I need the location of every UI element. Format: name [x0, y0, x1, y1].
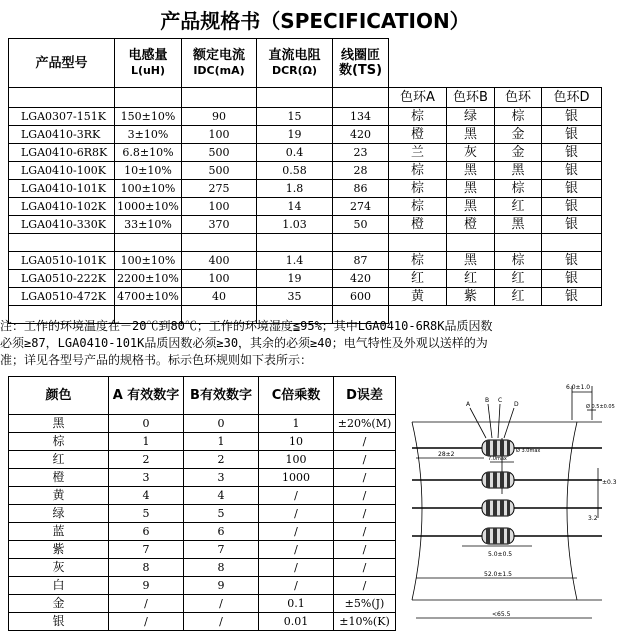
cell-turns: 420: [333, 126, 389, 144]
cell-ring-b: 绿: [447, 108, 495, 126]
cell-multiplier: 10: [259, 433, 334, 451]
cell-ring-c: 棕: [495, 108, 542, 126]
cell-current: 90: [182, 108, 257, 126]
cell-inductance: 150±10%: [115, 108, 182, 126]
cell-b-digit: 4: [184, 487, 259, 505]
cell-tolerance: /: [334, 577, 396, 595]
cell-current: 500: [182, 144, 257, 162]
cell-b-digit: 5: [184, 505, 259, 523]
cell-multiplier: /: [259, 559, 334, 577]
cell-ring-b: 黑: [447, 126, 495, 144]
cell-model: LGA0410-3RK: [9, 126, 115, 144]
cell-tolerance: ±10%(K): [334, 613, 396, 631]
cell-a-digit: 4: [109, 487, 184, 505]
cell-current: 370: [182, 216, 257, 234]
cell-ring-c: 金: [495, 126, 542, 144]
cell-dcr: 19: [257, 126, 333, 144]
cell-model: LGA0410-100K: [9, 162, 115, 180]
dim-total: <65.5: [492, 611, 511, 618]
cell-turns: 28: [333, 162, 389, 180]
cell-multiplier: /: [259, 523, 334, 541]
cell-multiplier: 1000: [259, 469, 334, 487]
cell-ring-d: 银: [542, 198, 602, 216]
cell-ring-c: 黑: [495, 162, 542, 180]
header-ring-d: 色环D: [542, 88, 602, 108]
spec-row: [9, 162, 602, 180]
cell-current: 40: [182, 288, 257, 306]
cell-ring-c: 红: [495, 198, 542, 216]
cell-a-digit: 3: [109, 469, 184, 487]
cell-ring-d: 银: [542, 126, 602, 144]
cell-turns: 420: [333, 270, 389, 288]
dim-spacing: 5.0±0.5: [488, 551, 513, 558]
cell-b-digit: 2: [184, 451, 259, 469]
cell-tolerance: /: [334, 523, 396, 541]
cell-current: 500: [182, 162, 257, 180]
cell-turns: 134: [333, 108, 389, 126]
color-row: [9, 433, 396, 451]
note-text: 注：工作的环境温度在－20℃到80℃；工作的环境湿度≦95%；其中LGA0410-6R8K品质因数 必须≥87，LGA0410-101K品质因数必须≥30，其余的必须≥40；电气特性及外观以送样的为 准；详见各型号产品的规格书。标示色环规则如下表所示：: [0, 319, 493, 367]
cell-ring-c: 黑: [495, 216, 542, 234]
cell-dcr: 19: [257, 270, 333, 288]
dim-dia: Ø 3.0max: [516, 448, 541, 454]
cell-multiplier: /: [259, 577, 334, 595]
cell-tolerance: /: [334, 451, 396, 469]
cell-a-digit: /: [109, 595, 184, 613]
header-inductance: 电感量 L(uH): [115, 39, 182, 88]
cell-b-digit: 3: [184, 469, 259, 487]
dim-width: 52.0±1.5: [484, 571, 512, 578]
cell-ring-a: 棕: [389, 180, 447, 198]
cell-b-digit: 0: [184, 415, 259, 433]
spec-row: [9, 270, 602, 288]
cell-ring-d: 银: [542, 252, 602, 270]
cell-ring-a: 红: [389, 270, 447, 288]
cell-color: 灰: [9, 559, 109, 577]
dim-pitch: ±0.3: [602, 479, 617, 486]
cell-current: 100: [182, 198, 257, 216]
cell-tolerance: ±20%(M): [334, 415, 396, 433]
cell-model: LGA0510-222K: [9, 270, 115, 288]
cell-model: LGA0410-102K: [9, 198, 115, 216]
cell-inductance: 33±10%: [115, 216, 182, 234]
inductor-dimension-diagram: [402, 378, 628, 630]
cell-ring-b: 灰: [447, 144, 495, 162]
spec-row: [9, 180, 602, 198]
header-ring-b: 色环B: [447, 88, 495, 108]
cell-turns: 274: [333, 198, 389, 216]
cell-tolerance: /: [334, 505, 396, 523]
cell-color: 银: [9, 613, 109, 631]
cell-color: 绿: [9, 505, 109, 523]
cell-multiplier: 100: [259, 451, 334, 469]
dim-body: 7.0max: [488, 456, 507, 462]
cell-color: 蓝: [9, 523, 109, 541]
header-ring-c: 色环: [495, 88, 542, 108]
cell-model: LGA0410-330K: [9, 216, 115, 234]
cell-color: 黑: [9, 415, 109, 433]
cell-turns: 87: [333, 252, 389, 270]
spec-row: [9, 216, 602, 234]
color-row: [9, 451, 396, 469]
header-model: 产品型号: [9, 39, 115, 88]
band-letter-d: D: [514, 401, 519, 408]
cell-a-digit: 1: [109, 433, 184, 451]
cell-dcr: 1.8: [257, 180, 333, 198]
cell-ring-a: 棕: [389, 108, 447, 126]
header-ring-a: 色环A: [389, 88, 447, 108]
cell-inductance: 100±10%: [115, 180, 182, 198]
band-letter-b: B: [485, 397, 490, 404]
header-rated-current: 额定电流 IDC(mA): [182, 39, 257, 88]
color-code-table: [8, 376, 396, 631]
cell-ring-c: 棕: [495, 252, 542, 270]
cell-tolerance: ±5%(J): [334, 595, 396, 613]
cell-b-digit: 6: [184, 523, 259, 541]
cell-ring-b: 橙: [447, 216, 495, 234]
cell-a-digit: 7: [109, 541, 184, 559]
cell-ring-d: 银: [542, 288, 602, 306]
color-row: [9, 541, 396, 559]
color-row: [9, 487, 396, 505]
cell-dcr: 1.03: [257, 216, 333, 234]
spec-row: [9, 288, 602, 306]
cell-b-digit: 9: [184, 577, 259, 595]
dim-top: 6.0±1.0: [566, 384, 591, 391]
cell-multiplier: /: [259, 541, 334, 559]
cell-ring-c: 棕: [495, 180, 542, 198]
color-row: [9, 505, 396, 523]
cell-ring-d: 银: [542, 144, 602, 162]
cell-ring-b: 红: [447, 270, 495, 288]
cell-dcr: 0.4: [257, 144, 333, 162]
color-row: [9, 559, 396, 577]
cell-ring-d: 银: [542, 108, 602, 126]
cell-a-digit: 9: [109, 577, 184, 595]
cell-model: LGA0510-472K: [9, 288, 115, 306]
cell-dcr: 15: [257, 108, 333, 126]
color-row: [9, 523, 396, 541]
cell-ring-a: 兰: [389, 144, 447, 162]
header-dcr: 直流电阻 DCR(Ω): [257, 39, 333, 88]
color-row: [9, 595, 396, 613]
dim-lead: 28±2: [438, 451, 455, 458]
cell-ring-b: 黑: [447, 198, 495, 216]
cell-current: 100: [182, 126, 257, 144]
cell-model: LGA0410-101K: [9, 180, 115, 198]
cell-dcr: 14: [257, 198, 333, 216]
cell-ring-b: 紫: [447, 288, 495, 306]
spec-table: [8, 38, 602, 324]
cell-color: 橙: [9, 469, 109, 487]
header-color: 颜色: [9, 377, 109, 415]
cell-ring-b: 黑: [447, 162, 495, 180]
color-row: [9, 613, 396, 631]
header-turns: 线圈匝 数(TS): [333, 39, 389, 88]
cell-color: 白: [9, 577, 109, 595]
cell-multiplier: 1: [259, 415, 334, 433]
cell-ring-a: 橙: [389, 126, 447, 144]
header-multiplier: C倍乘数: [259, 377, 334, 415]
cell-color: 黄: [9, 487, 109, 505]
cell-b-digit: 7: [184, 541, 259, 559]
cell-a-digit: 6: [109, 523, 184, 541]
cell-inductance: 1000±10%: [115, 198, 182, 216]
cell-ring-d: 银: [542, 162, 602, 180]
cell-color: 金: [9, 595, 109, 613]
cell-ring-b: 黑: [447, 180, 495, 198]
cell-a-digit: 8: [109, 559, 184, 577]
cell-turns: 23: [333, 144, 389, 162]
cell-current: 100: [182, 270, 257, 288]
band-letter-a: A: [466, 401, 471, 408]
cell-a-digit: 5: [109, 505, 184, 523]
cell-ring-a: 橙: [389, 216, 447, 234]
cell-current: 275: [182, 180, 257, 198]
cell-multiplier: 0.01: [259, 613, 334, 631]
header-a-digit: A 有效数字: [109, 377, 184, 415]
header-tolerance: D误差: [334, 377, 396, 415]
color-row: [9, 577, 396, 595]
header-b-digit: B有效数字: [184, 377, 259, 415]
spec-row: [9, 144, 602, 162]
cell-ring-a: 棕: [389, 198, 447, 216]
cell-inductance: 6.8±10%: [115, 144, 182, 162]
cell-inductance: 2200±10%: [115, 270, 182, 288]
cell-b-digit: 8: [184, 559, 259, 577]
cell-multiplier: /: [259, 505, 334, 523]
cell-tolerance: /: [334, 541, 396, 559]
cell-inductance: 100±10%: [115, 252, 182, 270]
spec-row: [9, 126, 602, 144]
header-blank: [389, 39, 602, 88]
cell-color: 棕: [9, 433, 109, 451]
cell-ring-d: 银: [542, 270, 602, 288]
cell-a-digit: 0: [109, 415, 184, 433]
spec-row: [9, 198, 602, 216]
cell-tolerance: /: [334, 559, 396, 577]
cell-turns: 600: [333, 288, 389, 306]
cell-ring-c: 金: [495, 144, 542, 162]
cell-ring-d: 银: [542, 216, 602, 234]
cell-tolerance: /: [334, 469, 396, 487]
band-letter-c: C: [498, 397, 503, 404]
page-title: 产品规格书（SPECIFICATION）: [160, 8, 470, 33]
cell-b-digit: /: [184, 613, 259, 631]
cell-ring-d: 银: [542, 180, 602, 198]
cell-ring-b: 黑: [447, 252, 495, 270]
spec-row: [9, 108, 602, 126]
cell-tolerance: /: [334, 433, 396, 451]
cell-multiplier: /: [259, 487, 334, 505]
cell-inductance: 10±10%: [115, 162, 182, 180]
cell-inductance: 3±10%: [115, 126, 182, 144]
cell-ring-c: 红: [495, 288, 542, 306]
cell-tolerance: /: [334, 487, 396, 505]
cell-turns: 50: [333, 216, 389, 234]
color-row: [9, 415, 396, 433]
cell-ring-a: 黄: [389, 288, 447, 306]
cell-dcr: 0.58: [257, 162, 333, 180]
cell-ring-a: 棕: [389, 162, 447, 180]
cell-b-digit: /: [184, 595, 259, 613]
cell-current: 400: [182, 252, 257, 270]
cell-dcr: 35: [257, 288, 333, 306]
spec-row: [9, 252, 602, 270]
cell-dcr: 1.4: [257, 252, 333, 270]
cell-turns: 86: [333, 180, 389, 198]
cell-inductance: 4700±10%: [115, 288, 182, 306]
dim-wire: Ø 0.5±0.05: [586, 404, 615, 410]
cell-model: LGA0307-151K: [9, 108, 115, 126]
cell-b-digit: 1: [184, 433, 259, 451]
cell-multiplier: 0.1: [259, 595, 334, 613]
cell-a-digit: /: [109, 613, 184, 631]
dim-gap: 3.2: [588, 515, 598, 522]
color-row: [9, 469, 396, 487]
cell-model: LGA0410-6R8K: [9, 144, 115, 162]
cell-color: 紫: [9, 541, 109, 559]
cell-ring-c: 红: [495, 270, 542, 288]
cell-a-digit: 2: [109, 451, 184, 469]
cell-color: 红: [9, 451, 109, 469]
cell-model: LGA0510-101K: [9, 252, 115, 270]
cell-ring-a: 棕: [389, 252, 447, 270]
